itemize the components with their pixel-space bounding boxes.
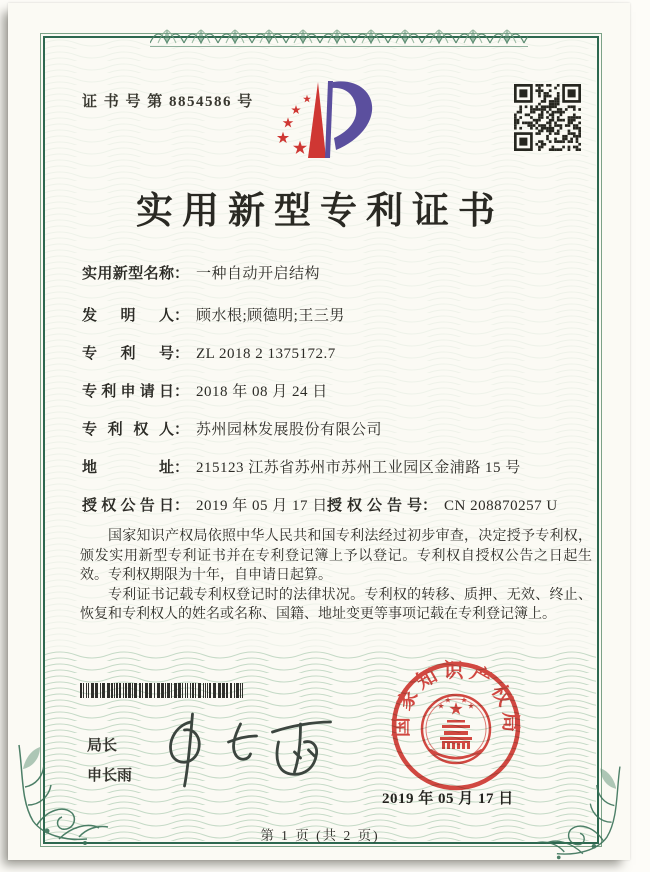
barcode: [80, 683, 247, 698]
field-colon: ：: [174, 346, 190, 362]
field-colon: ：: [422, 498, 438, 514]
field-colon: ：: [174, 498, 190, 514]
official-seal: [378, 648, 534, 804]
field-label: 授权公告号: [327, 498, 422, 514]
field-label: 授权公告日: [82, 498, 174, 514]
national-emblem-icon: [422, 695, 490, 763]
certificate-page: [8, 3, 630, 860]
field-value: ZL 2018 2 1375172.7: [196, 346, 336, 362]
patent-office-logo-icon: [258, 70, 383, 176]
field-value: 一种自动开启结构: [196, 266, 321, 282]
field-label: 发明人: [82, 308, 174, 324]
field-colon: ：: [174, 422, 190, 438]
field-value: CN 208870257 U: [444, 498, 558, 514]
top-ornament-band: [150, 22, 528, 48]
corner-ornament-left: [13, 739, 123, 849]
certificate-title: 实用新型专利证书: [136, 191, 504, 232]
page-number: 第 1 页 (共 2 页): [260, 828, 380, 843]
field-row-filing-date: [82, 380, 328, 401]
field-colon: ：: [174, 308, 190, 324]
field-label: 专利申请日: [82, 384, 174, 400]
field-label: 专利权人: [82, 422, 174, 438]
field-row-patentee: [82, 418, 382, 439]
field-row-grant-date-and-number: [82, 494, 587, 515]
field-colon: ：: [174, 460, 190, 476]
signoff-name: 申长雨: [87, 768, 133, 784]
certificate-number: 证 书 号 第 8854586 号: [82, 94, 254, 110]
seal-ring-text: 国家知识产权局: [390, 659, 522, 738]
field-value: 2018 年 08 月 24 日: [196, 384, 328, 400]
field-colon: ：: [174, 384, 190, 400]
qr-code: [514, 84, 581, 151]
signoff-role: 局长: [87, 738, 118, 754]
legal-paragraph-1: 国家知识产权局依照中华人民共和国专利法经过初步审查，决定授予专利权，颁发实用新型专利证书并在专利登记簿上予以登记。专利权自授权公告之日起生效。专利权期限为十年，自申请日起算。: [80, 529, 592, 583]
field-value: 苏州园林发展股份有限公司: [196, 422, 383, 438]
field-row-utility-model-name: [82, 262, 320, 283]
field-label: 实用新型名称: [82, 266, 174, 282]
legal-text-block: [80, 527, 592, 625]
legal-paragraph-2: 专利证书记载专利权登记时的法律状况。专利权的转移、质押、无效、终止、恢复和专利权人的姓名或名称、国籍、地址变更等事项记载在专利登记簿上。: [80, 587, 592, 622]
field-label: 地址: [82, 460, 174, 476]
field-colon: ：: [174, 266, 190, 282]
field-row-patent-number: [82, 342, 336, 363]
field-value: 2019 年 05 月 17 日: [196, 498, 328, 514]
field-row-inventors: [82, 304, 345, 325]
seal-date: 2019 年 05 月 17 日: [382, 791, 514, 807]
field-value: 顾水根;顾德明;王三男: [196, 308, 345, 324]
field-row-address: [82, 456, 521, 477]
field-list: [82, 258, 587, 528]
field-value: 215123 江苏省苏州市苏州工业园区金浦路 15 号: [196, 460, 521, 476]
field-label: 专利号: [82, 346, 174, 362]
corner-ornament-right: [522, 761, 627, 863]
director-signature: [152, 708, 357, 798]
